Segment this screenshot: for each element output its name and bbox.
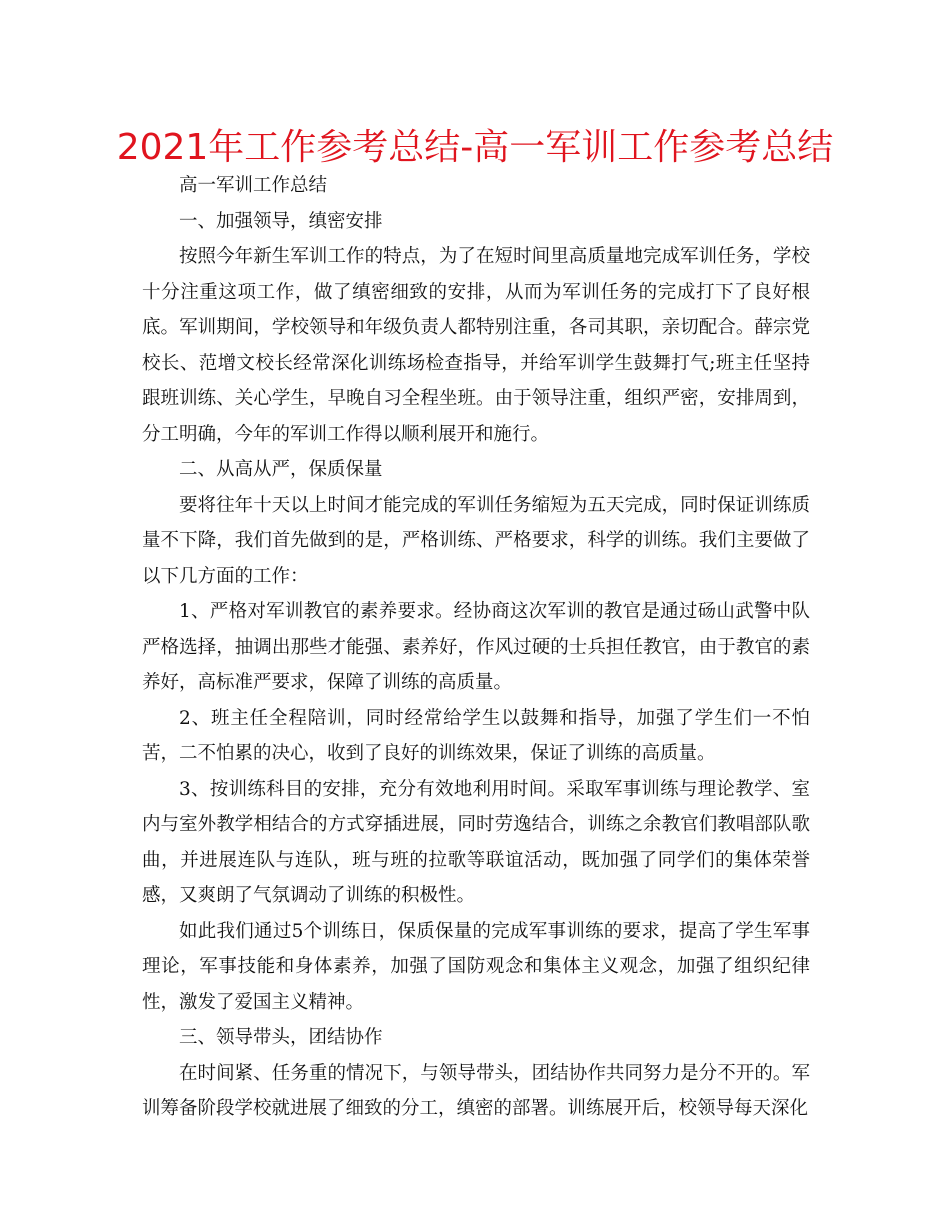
section-heading-1: 一、加强领导，缜密安排 [179, 210, 383, 232]
paragraph: 要将往年十天以上时间才能完成的军训任务缩短为五天完成，同时保证训练质量不下降，我们首先做到的是，严格训练、严格要求，科学的训练。我们主要做了以下几方面的工作： [142, 494, 810, 587]
list-item: 1、严格对军训教官的素养要求。经协商这次军训的教官是通过砀山武警中队严格选择，抽调出那些才能强、素养好，作风过硬的士兵担任教官，由于教官的素养好，高标准严要求，保障了训练的高质量。 [142, 601, 810, 693]
document-title: 2021年工作参考总结-高一军训工作参考总结 [116, 127, 834, 168]
paragraph: 如此我们通过5个训练日，保质保量的完成军事训练的要求，提高了学生军事理论，军事技能和身体素养，加强了国防观念和集体主义观念，加强了组织纪律性，激发了爱国主义精神。 [142, 920, 810, 1013]
document-body [142, 168, 810, 1127]
paragraph-subtitle: 高一军训工作总结 [179, 175, 328, 196]
section-heading-2: 二、从高从严，保质保量 [179, 459, 383, 480]
list-item: 3、按训练科目的安排，充分有效地利用时间。采取军事训练与理论教学、室内与室外教学相结合的方式穿插进展，同时劳逸结合，训练之余教官们教唱部队歌曲，并进展连队与连队，班与班的拉歌等联谊活动，既加强了同学们的集体荣誉感，又爽朗了气氛调动了训练的积极性。 [142, 778, 810, 906]
section-heading-3: 三、领导带头，团结协作 [179, 1027, 383, 1048]
list-item: 2、班主任全程陪训，同时经常给学生以鼓舞和指导，加强了学生们一不怕苦，二不怕累的决心，收到了良好的训练效果，保证了训练的高质量。 [142, 707, 810, 764]
paragraph: 在时间紧、任务重的情况下，与领导带头，团结协作共同努力是分不开的。军训筹备阶段学校就进展了细致的分工，缜密的部署。训练展开后，校领导每天深化 [142, 1062, 810, 1119]
paragraph: 按照今年新生军训工作的特点，为了在短时间里高质量地完成军训任务，学校十分注重这项工作，做了缜密细致的安排，从而为军训任务的完成打下了良好根底。军训期间，学校领导和年级负责人都特别注重，各司其职，亲切配合。薛宗党校长、范增文校长经常深化训练场检查指导，并给军训学生鼓舞打气;班主任坚持跟班训练、关心学生，早晚自习全程坐班。由于领导注重，组织严密，安排周到，分工明确，今年的军训工作得以顺利展开和施行。 [142, 246, 810, 445]
